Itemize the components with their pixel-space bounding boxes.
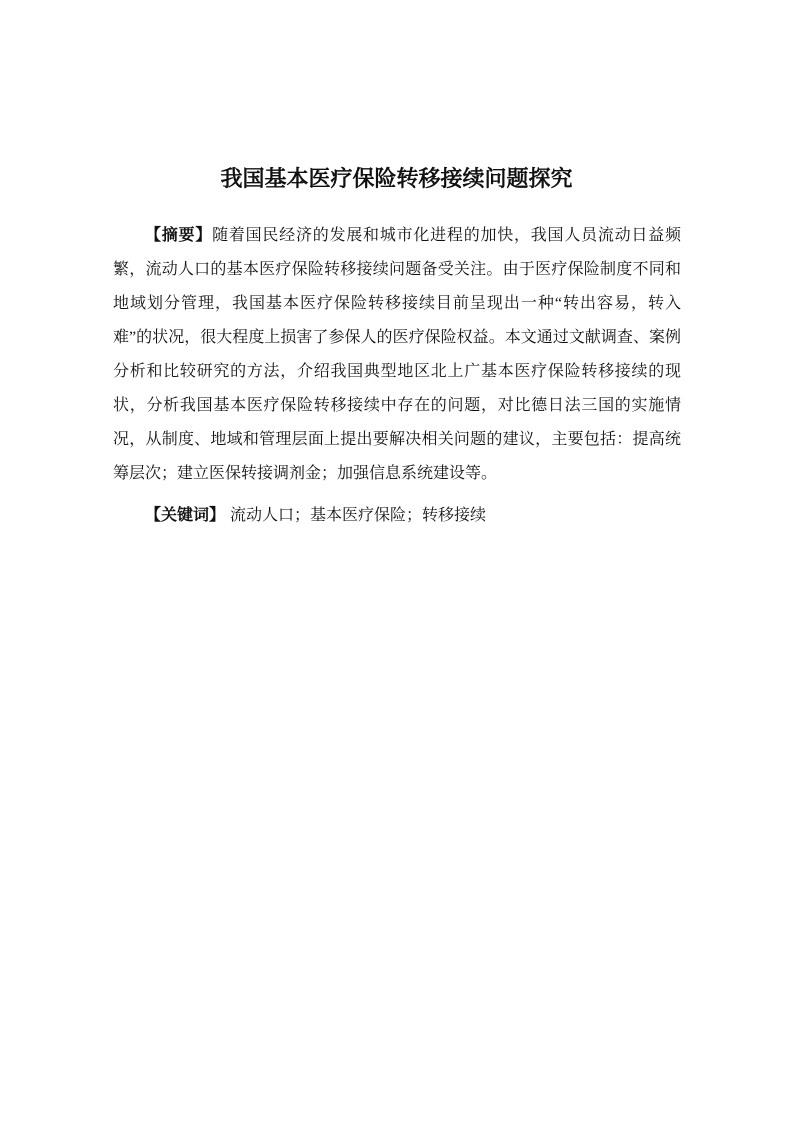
keywords-line <box>113 499 681 533</box>
abstract-label: 【摘要】 <box>145 227 213 244</box>
keywords-label: 【关键词】 <box>145 507 226 524</box>
paper-title: 我国基本医疗保险转移接续问题探究 <box>220 166 573 191</box>
keywords-text: 流动人口；基本医疗保险；转移接续 <box>230 507 487 524</box>
abstract-paragraph <box>113 219 681 491</box>
abstract-text: 随着国民经济的发展和城市化进程的加快，我国人员流动日益频繁，流动人口的基本医疗保险转移接续问题备受关注。由于医疗保险制度不同和地域划分管理，我国基本医疗保险转移接续目前呈现出一种“转出容易，转入难”的状况，很大程度上损害了参保人的医疗保险权益。本文通过文献调查、案例分析和比较研究的方法，介绍我国典型地区北上广基本医疗保险转移接续的现状，分析我国基本医疗保险转移接续中存在的问题，对比德日法三国的实施情况，从制度、地域和管理层面上提出要解决相关问题的建议，主要包括：提高统筹层次；建立医保转接调剂金；加强信息系统建设等。 <box>113 227 681 482</box>
